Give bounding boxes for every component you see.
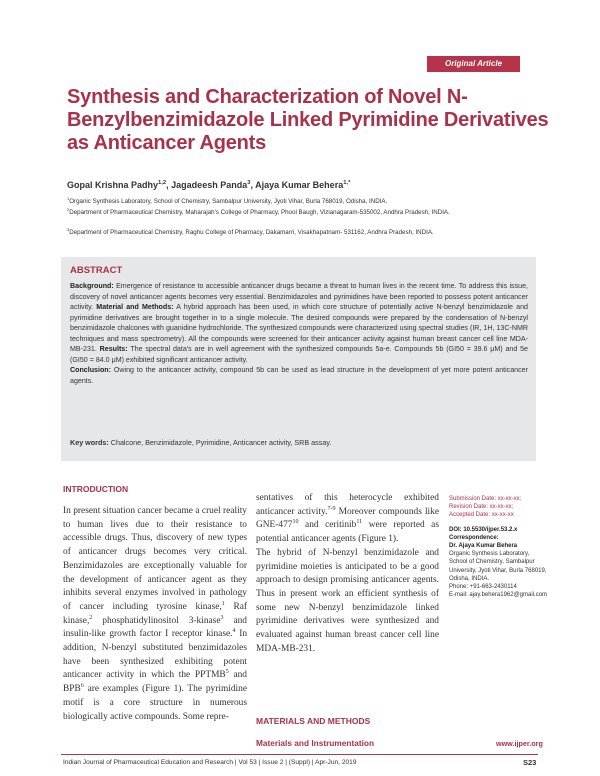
- text-run: sentatives of this heterocycle exhibited anticancer activity.: [256, 493, 439, 517]
- citation-mark: 6: [80, 683, 84, 690]
- author-list: Gopal Krishna Padhy$^{1,2}$, Jagadeesh Panda$^3$, Ajaya Kumar Behera$^{1,*}$: [67, 180, 351, 190]
- text-run: In addition, N-benzyl substituted benzimidazoles have been synthesized exhibiting potent anticancer activity in which the PPTMB: [63, 629, 248, 681]
- phone: Phone: +91-663-2430114: [449, 584, 517, 591]
- citation-mark: 2: [89, 614, 93, 621]
- abstract-heading: ABSTRACT: [70, 265, 123, 276]
- text-run: are examples (Figure 1). The pyrimidine motif is a core structure in numerous biologically active compounds. Some repre-: [63, 684, 247, 722]
- text-run: In present situation cancer became a cruel reality to human lives due to their resistance to accessible drugs. Thus, discovery of new types of anticancer drugs becomes very critical. Benzimidazoles are exceptionally valuable for the development of anticancer agent as they inhibits several enzymes involved in pathology of cancer including tyrosine kinase,: [63, 506, 247, 612]
- author-affiliation-mark: 1,2: [158, 180, 167, 186]
- affiliation: $^3$Department of Pharmaceutical Chemistry, Raghu College of Pharmacy, Dakamarri, Visakhapatnam- 531162, Andhra Pradesh, INDIA.: [67, 226, 434, 236]
- text-run: Raf kinase,: [63, 601, 247, 626]
- paragraph: [256, 492, 439, 547]
- correspondence-label: Correspondence:: [449, 534, 499, 541]
- affiliation: $^1$Organic Synthesis Laboratory, School of Chemistry, Sambalpur University, Jyoti Vihar, Burla 768019, Odisha, INDIA.: [67, 195, 388, 205]
- citation-mark: 10: [292, 519, 299, 526]
- affiliation: $^2$Department of Pharmaceutical Chemistry, Maharajah's College of Pharmacy, Phool Baugh, Vizianagaram-535002, Andhra Pradesh, INDIA.: [67, 206, 450, 216]
- submission-date: Submission Date: xx-xx-xx;: [449, 496, 522, 502]
- journal-website-link[interactable]: www.ijper.org: [496, 739, 543, 748]
- article-title: Synthesis and Characterization of Novel N-Benzylbenzimidazole Linked Pyrimidine Derivatives as Anticancer Agents: [67, 86, 549, 154]
- text-run: were reported as potential anticancer agents (Figure 1).: [256, 520, 439, 545]
- citation-mark: 7-9: [327, 505, 336, 512]
- text-run: and ceritinib: [298, 520, 357, 531]
- author-name: Gopal Krishna Padhy: [67, 180, 159, 190]
- email[interactable]: E-mail: ajay.behera1962@gmail.com: [449, 592, 548, 599]
- text-run: and insulin-like growth factor I receptor kinase.: [63, 615, 247, 640]
- citation-mark: 5: [225, 669, 229, 676]
- author-name: Ajaya Kumar Behera: [255, 180, 344, 190]
- citation-mark: 3: [220, 614, 224, 621]
- article-info-sidebar: [449, 495, 549, 599]
- author-name: Jagadeesh Panda: [171, 180, 248, 190]
- citation-mark: 4: [232, 628, 236, 635]
- text-run: and BPB: [63, 670, 247, 695]
- keywords: Key words: Chalcone, Benzimidazole, Pyrimidine, Anticancer activity, SRB assay.: [70, 438, 332, 447]
- section-heading: MATERIALS AND METHODS: [256, 716, 371, 726]
- paragraph: The hybrid of N-benzyl benzimidazole and pyrimidine moieties is anticipated to be a good approach to design promising anticancer agents. Thus in present work an efficient synthesis of some new N-benzyl benzimidazole linked pyrimidine derivatives were synthesized and evaluated against human breast cancer cell line MDA-MB-231.: [256, 547, 439, 654]
- subsection-heading: Materials and Instrumentation: [256, 738, 375, 748]
- citation-mark: 11: [356, 519, 363, 526]
- citation-mark: 1: [221, 600, 225, 607]
- accepted-date: Accepted Date: xx-xx-xx: [449, 512, 514, 519]
- revision-date: Revision Date: xx-xx-xx;: [449, 504, 514, 511]
- page-number: S23: [523, 758, 537, 767]
- footer-citation: Indian Journal of Pharmaceutical Education and Research | Vol 53 | Issue 2 | (Suppl) | Apr-Jun, 2019: [63, 759, 357, 766]
- correspondence-name: Dr. Ajaya Kumar Behera: [449, 543, 518, 550]
- doi[interactable]: DOI: 10.5530/ijper.53.2.x: [449, 526, 518, 533]
- article-type-badge: Original Article: [427, 56, 520, 72]
- text-run: Moreover compounds like GNE-477: [256, 506, 439, 531]
- text-run: phosphatidylinositol 3-kinase: [92, 615, 221, 626]
- author-affiliation-mark: 3: [247, 180, 251, 186]
- footer-divider: [61, 754, 538, 755]
- introduction-column-1: [63, 505, 247, 724]
- author-affiliation-mark: 1,*: [343, 180, 351, 186]
- correspondence-address: Organic Synthesis Laboratory, School of Chemistry, Sambalpur University, Jyoti Vihar, Burla 768019, Odisha, INDIA.: [449, 551, 547, 582]
- introduction-heading: INTRODUCTION: [63, 484, 129, 494]
- abstract-text: Background: Emergence of resistance to accessible anticancer drugs became a threat to human lives in the recent time. To address this issue, discovery of novel anticancer agents becomes very essential. Benzimidazoles and pyrimidines have been reported to possess potent anticancer activity. Material and Methods: A hybrid approach has been used, in which core structure of potentially active N-benzyl benzimidazole and pyrimidine derivatives are brought together in to a single molecule. The desired compounds were prepared by the condensation of N-benzyl benzimidazole chalcones with guanidine hydrochloride. The synthesized compounds were characterized using spectral studies (IR, 1H, 13C-NMR techniques and mass spectrometry). All the compounds were screened for their anticancer activity against human breast cancer cell line MDA-MB-231. Results: The spectral data's are in well agreement with the synthesized compounds 5a-e. Compounds 5b (GI50 = 39.6 μM) and 5e (GI50 = 84.0 μM) exhibited significant anticancer activity. Conclusion: Owing to the anticancer activity, compound 5b can be used as lead structure in the development of yet more potent anticancer agents.: [70, 282, 528, 385]
- introduction-column-2: [256, 492, 439, 656]
